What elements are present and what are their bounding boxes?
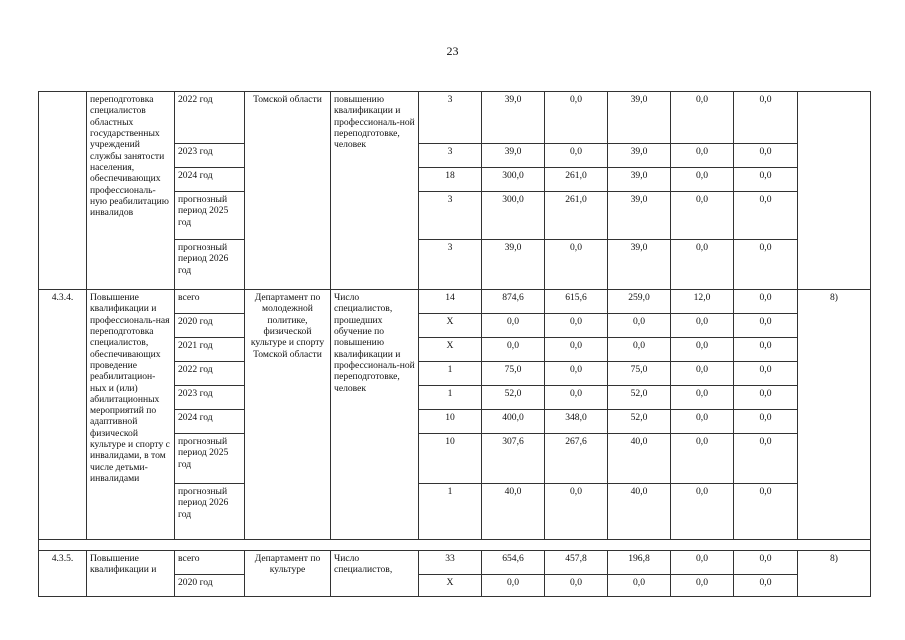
value-cell: 10	[419, 410, 482, 434]
value-cell: 39,0	[608, 192, 671, 240]
value-cell: 40,0	[608, 434, 671, 484]
value-cell: 615,6	[545, 290, 608, 314]
value-cell: 1	[419, 484, 482, 540]
value-cell: 0,0	[734, 168, 798, 192]
value-cell: 0,0	[671, 92, 734, 144]
indicator-cell: Число специалистов, прошедших обучение по повышению квалификации и профессиональ-ной переподготовке, человек	[331, 290, 419, 540]
value-cell: 1	[419, 386, 482, 410]
value-cell: 0,0	[482, 314, 545, 338]
value-cell: 0,0	[734, 92, 798, 144]
period-cell: 2023 год	[175, 386, 245, 410]
value-cell: 33	[419, 551, 482, 575]
value-cell: 0,0	[608, 314, 671, 338]
value-cell: 12,0	[671, 290, 734, 314]
measure-name-cell: Повышение квалификации и	[87, 551, 175, 597]
value-cell: 0,0	[734, 192, 798, 240]
value-cell: 0,0	[734, 290, 798, 314]
value-cell: 0,0	[734, 484, 798, 540]
value-cell: 0,0	[734, 410, 798, 434]
period-cell: 2022 год	[175, 92, 245, 144]
value-cell: 39,0	[482, 92, 545, 144]
value-cell: 196,8	[608, 551, 671, 575]
value-cell: 300,0	[482, 192, 545, 240]
value-cell: 18	[419, 168, 482, 192]
value-cell: 0,0	[734, 338, 798, 362]
period-cell: прогнозный период 2025 год	[175, 434, 245, 484]
value-cell: 75,0	[482, 362, 545, 386]
value-cell: 10	[419, 434, 482, 484]
indicator-cell: повышению квалификации и профессиональ-ной переподготовке, человек	[331, 92, 419, 290]
period-cell: 2024 год	[175, 410, 245, 434]
value-cell: 0,0	[671, 338, 734, 362]
indicator-cell: Число специалистов,	[331, 551, 419, 597]
value-cell: 52,0	[482, 386, 545, 410]
page-number: 23	[446, 44, 459, 58]
value-cell: 52,0	[608, 386, 671, 410]
value-cell: 0,0	[671, 314, 734, 338]
value-cell: 0,0	[671, 551, 734, 575]
value-cell: 348,0	[545, 410, 608, 434]
value-cell: 457,8	[545, 551, 608, 575]
value-cell: 0,0	[545, 240, 608, 290]
value-cell: 40,0	[482, 484, 545, 540]
table-row	[39, 92, 871, 144]
executor-cell: Томской области	[245, 92, 331, 290]
value-cell: 0,0	[734, 362, 798, 386]
value-cell: 0,0	[671, 240, 734, 290]
code-cell: 4.3.4.	[39, 290, 87, 540]
value-cell: 0,0	[608, 338, 671, 362]
value-cell: 1	[419, 362, 482, 386]
value-cell: 0,0	[734, 386, 798, 410]
value-cell: 0,0	[545, 92, 608, 144]
value-cell: 0,0	[671, 575, 734, 597]
value-cell: 874,6	[482, 290, 545, 314]
value-cell: 39,0	[608, 240, 671, 290]
value-cell: 259,0	[608, 290, 671, 314]
value-cell: 3	[419, 240, 482, 290]
note-cell: 8)	[798, 551, 871, 597]
executor-cell: Департамент по культуре	[245, 551, 331, 597]
value-cell: 0,0	[545, 575, 608, 597]
value-cell: 39,0	[608, 168, 671, 192]
value-cell: 0,0	[734, 144, 798, 168]
value-cell: 39,0	[482, 240, 545, 290]
gap-cell	[39, 540, 871, 551]
value-cell: 0,0	[545, 314, 608, 338]
value-cell: 654,6	[482, 551, 545, 575]
value-cell: 0,0	[545, 362, 608, 386]
period-cell: всего	[175, 551, 245, 575]
value-cell: 0,0	[545, 144, 608, 168]
value-cell: 14	[419, 290, 482, 314]
value-cell: 0,0	[671, 168, 734, 192]
period-cell: 2022 год	[175, 362, 245, 386]
period-cell: всего	[175, 290, 245, 314]
value-cell: 0,0	[671, 434, 734, 484]
value-cell: 0,0	[608, 575, 671, 597]
value-cell: 0,0	[671, 144, 734, 168]
value-cell: 307,6	[482, 434, 545, 484]
value-cell: 0,0	[482, 575, 545, 597]
table-row	[39, 290, 871, 314]
value-cell: 39,0	[482, 144, 545, 168]
value-cell: 0,0	[734, 551, 798, 575]
value-cell: 0,0	[734, 314, 798, 338]
value-cell: 267,6	[545, 434, 608, 484]
value-cell: 3	[419, 192, 482, 240]
note-cell: 8)	[798, 290, 871, 540]
value-cell: 0,0	[671, 484, 734, 540]
value-cell: 0,0	[734, 434, 798, 484]
value-cell: 261,0	[545, 192, 608, 240]
period-cell: прогнозный период 2026 год	[175, 240, 245, 290]
value-cell: 0,0	[734, 240, 798, 290]
value-cell: X	[419, 314, 482, 338]
program-table	[38, 91, 871, 597]
value-cell: 40,0	[608, 484, 671, 540]
period-cell: 2020 год	[175, 314, 245, 338]
value-cell: 0,0	[734, 575, 798, 597]
period-cell: 2020 год	[175, 575, 245, 597]
period-cell: 2023 год	[175, 144, 245, 168]
period-cell: 2024 год	[175, 168, 245, 192]
value-cell: 0,0	[545, 338, 608, 362]
value-cell: 39,0	[608, 92, 671, 144]
value-cell: 39,0	[608, 144, 671, 168]
table-gap	[39, 540, 871, 551]
value-cell: X	[419, 338, 482, 362]
period-cell: 2021 год	[175, 338, 245, 362]
note-cell	[798, 92, 871, 290]
value-cell: 0,0	[671, 362, 734, 386]
measure-name-cell: Повышение квалификации и профессиональ-ная переподготовка специалистов, обеспечивающих проведение реабилитацион-ных и (или) абилитационных мероприятий по адаптивной физической культуре и спорту с инвалидами, в том числе детьми-инвалидами	[87, 290, 175, 540]
code-cell: 4.3.5.	[39, 551, 87, 597]
value-cell: 75,0	[608, 362, 671, 386]
period-cell: прогнозный период 2026 год	[175, 484, 245, 540]
executor-cell: Департамент по молодежной политике, физической культуре и спорту Томской области	[245, 290, 331, 540]
value-cell: X	[419, 575, 482, 597]
value-cell: 0,0	[671, 410, 734, 434]
value-cell: 52,0	[608, 410, 671, 434]
code-cell	[39, 92, 87, 290]
measure-name-cell: переподготовка специалистов областных государственных учреждений службы занятости населения, обеспечивающих профессиональ-ную реабилитацию инвалидов	[87, 92, 175, 290]
value-cell: 0,0	[545, 484, 608, 540]
value-cell: 0,0	[545, 386, 608, 410]
table-row	[39, 551, 871, 575]
value-cell: 0,0	[671, 192, 734, 240]
value-cell: 300,0	[482, 168, 545, 192]
value-cell: 0,0	[671, 386, 734, 410]
value-cell: 400,0	[482, 410, 545, 434]
value-cell: 261,0	[545, 168, 608, 192]
period-cell: прогнозный период 2025 год	[175, 192, 245, 240]
value-cell: 3	[419, 92, 482, 144]
value-cell: 3	[419, 144, 482, 168]
value-cell: 0,0	[482, 338, 545, 362]
